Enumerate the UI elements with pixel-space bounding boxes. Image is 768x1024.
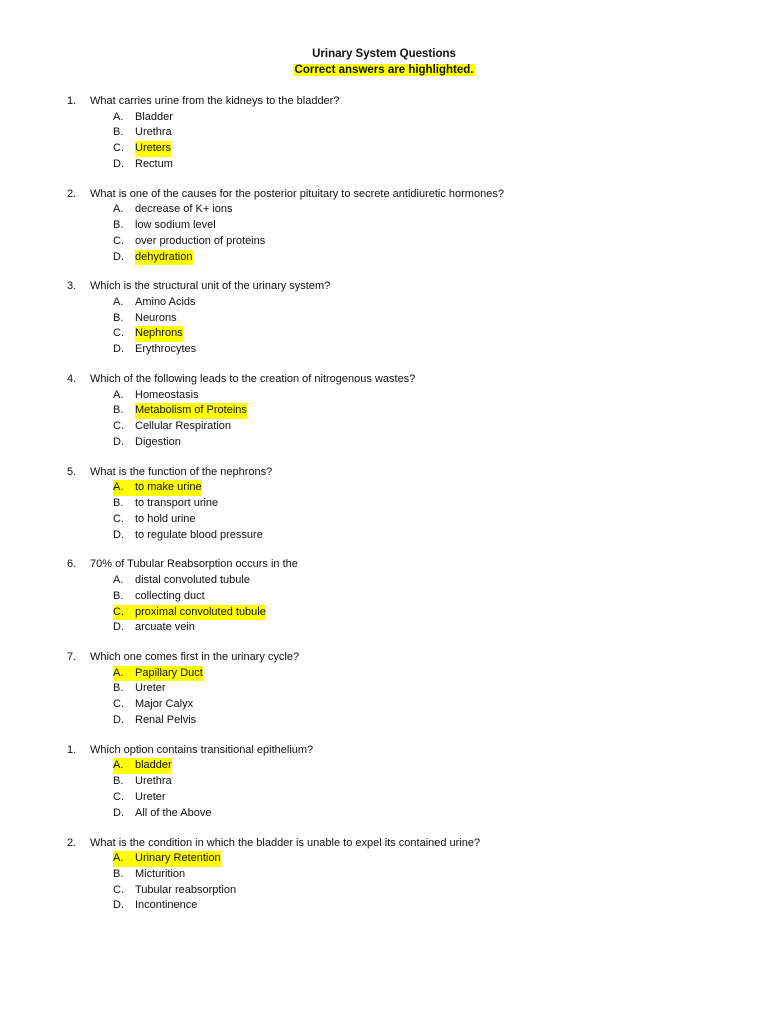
answer-option-content (113, 898, 197, 914)
question-line (0, 372, 768, 388)
answer-option-content (113, 110, 173, 126)
answer-option (0, 883, 768, 899)
answer-option-content (113, 620, 195, 636)
option-letter: C. (113, 512, 124, 525)
question-text: Which one comes first in the urinary cycle? (90, 651, 300, 664)
option-text: collecting duct (135, 589, 205, 602)
option-letter: B. (113, 867, 124, 880)
option-text: Erythrocytes (135, 343, 197, 356)
question-text: Which of the following leads to the creation of nitrogenous wastes? (90, 373, 416, 386)
question-block (0, 743, 768, 822)
option-letter: D. (113, 621, 124, 634)
option-letter: C. (113, 790, 124, 803)
answer-option-content (113, 125, 172, 141)
question-number: 1. (67, 743, 77, 756)
option-letter: D. (113, 714, 124, 727)
option-letter: A. (113, 110, 124, 123)
option-letter: C. (113, 883, 124, 896)
option-text: All of the Above (135, 806, 212, 819)
question-number: 2. (67, 187, 77, 200)
option-letter: A. (113, 388, 124, 401)
answer-option (0, 666, 768, 682)
question-list (0, 94, 768, 928)
answer-option (0, 898, 768, 914)
correct-answer-highlight (113, 605, 266, 621)
question-block (0, 650, 768, 729)
answer-option (0, 790, 768, 806)
answer-option-content (113, 697, 193, 713)
option-letter: D. (113, 157, 124, 170)
option-text: Metabolism of Proteins (135, 403, 247, 419)
answer-option-content (113, 218, 216, 234)
correct-answer-highlight (113, 141, 171, 157)
option-letter: A. (113, 573, 124, 586)
answer-option (0, 250, 768, 266)
option-text: over production of proteins (135, 234, 266, 247)
question-number: 2. (67, 836, 77, 849)
option-letter: A. (113, 203, 124, 216)
answer-option (0, 218, 768, 234)
option-letter: B. (113, 311, 124, 324)
question-text: What carries urine from the kidneys to the bladder? (90, 95, 340, 107)
question-line (0, 279, 768, 295)
option-letter: A. (113, 851, 135, 867)
answer-option-content (113, 867, 185, 883)
question-block (0, 465, 768, 544)
option-letter: C. (113, 698, 124, 711)
answer-option-content (113, 806, 211, 822)
answer-option-content (113, 157, 173, 173)
option-letter: B. (113, 589, 124, 602)
answer-option (0, 851, 768, 867)
option-text: Urinary Retention (135, 851, 221, 867)
option-letter: A. (113, 295, 124, 308)
question-line (0, 743, 768, 759)
answer-option (0, 512, 768, 528)
question-number: 6. (67, 558, 77, 571)
answer-option (0, 419, 768, 435)
option-letter: B. (113, 497, 124, 510)
option-letter: D. (113, 806, 124, 819)
option-text: Incontinence (135, 899, 198, 912)
option-letter: A. (113, 480, 135, 496)
answer-option-content (113, 342, 196, 358)
correct-answer-highlight (113, 666, 203, 682)
answer-option (0, 573, 768, 589)
option-letter: C. (113, 420, 124, 433)
answer-option (0, 326, 768, 342)
option-letter: D. (113, 435, 124, 448)
answer-option (0, 806, 768, 822)
option-text: dehydration (135, 250, 193, 266)
option-text: Amino Acids (135, 295, 196, 308)
option-text: Ureter (135, 790, 166, 803)
option-text: Nephrons (135, 326, 183, 342)
option-text: Urethra (135, 126, 172, 139)
option-letter: B. (113, 218, 124, 231)
option-letter: B. (113, 126, 124, 139)
question-number: 7. (67, 651, 77, 664)
answer-option (0, 110, 768, 126)
correct-answer-highlight (113, 851, 221, 867)
answer-option-content (113, 419, 231, 435)
answer-option-content (113, 528, 263, 544)
answer-option (0, 202, 768, 218)
answer-option-content (113, 311, 177, 327)
option-text: low sodium level (135, 218, 216, 231)
answer-option-content (113, 681, 166, 697)
correct-answer-highlight (113, 480, 202, 496)
option-text: Cellular Respiration (135, 420, 231, 433)
question-line (0, 557, 768, 573)
answer-option (0, 311, 768, 327)
question-text: What is the condition in which the bladder is unable to expel its contained urine? (90, 836, 481, 849)
option-text: proximal convoluted tubule (135, 605, 266, 621)
answer-option (0, 589, 768, 605)
question-block (0, 372, 768, 451)
option-letter: D. (113, 528, 124, 541)
option-letter: D. (113, 343, 124, 356)
answer-option (0, 342, 768, 358)
question-block (0, 94, 768, 173)
option-text: Micturition (135, 867, 186, 880)
correct-answer-highlight (113, 758, 172, 774)
answer-option (0, 435, 768, 451)
answer-option (0, 125, 768, 141)
option-text: arcuate vein (135, 621, 195, 634)
option-text: to make urine (135, 480, 202, 496)
answer-option-content (113, 202, 233, 218)
answer-option-content (113, 774, 172, 790)
answer-option (0, 774, 768, 790)
answer-option-content (113, 883, 236, 899)
question-line (0, 650, 768, 666)
option-letter: C. (113, 605, 135, 621)
answer-option (0, 480, 768, 496)
answer-option (0, 388, 768, 404)
answer-option-content (113, 234, 265, 250)
subtitle-highlight: Correct answers are highlighted. (294, 64, 474, 76)
answer-option (0, 681, 768, 697)
option-text: Bladder (135, 110, 173, 123)
option-text: Urethra (135, 775, 172, 788)
question-line (0, 465, 768, 481)
question-text: Which option contains transitional epithelium? (90, 743, 314, 756)
option-text: Renal Pelvis (135, 714, 197, 727)
option-text: Tubular reabsorption (135, 883, 237, 896)
option-letter: D. (113, 899, 124, 912)
question-number: 1. (67, 95, 77, 107)
answer-option (0, 157, 768, 173)
correct-answer-highlight (113, 250, 193, 266)
answer-option (0, 403, 768, 419)
question-line (0, 836, 768, 852)
answer-option (0, 496, 768, 512)
answer-option (0, 758, 768, 774)
document-title: Urinary System Questions (312, 48, 456, 60)
option-text: Rectum (135, 157, 173, 170)
question-block (0, 279, 768, 358)
question-block (0, 557, 768, 636)
option-text: distal convoluted tubule (135, 573, 250, 586)
document-subtitle (0, 62, 768, 78)
option-text: Digestion (135, 435, 181, 448)
answer-option (0, 697, 768, 713)
answer-option-content (113, 388, 199, 404)
answer-option-content (113, 295, 196, 311)
option-letter: B. (113, 404, 124, 417)
answer-option-content (113, 713, 196, 729)
question-text: Which is the structural unit of the urinary system? (90, 280, 331, 293)
question-number: 5. (67, 465, 77, 478)
answer-option-content (113, 512, 196, 528)
option-letter: A. (113, 758, 135, 774)
option-text: bladder (135, 758, 172, 774)
question-block (0, 187, 768, 266)
correct-answer-highlight (113, 403, 247, 419)
question-number: 3. (67, 280, 77, 293)
option-text: Neurons (135, 311, 177, 324)
option-letter: A. (113, 666, 135, 682)
option-letter: B. (113, 682, 124, 695)
question-line (0, 187, 768, 203)
option-letter: D. (113, 250, 124, 263)
option-letter: C. (113, 234, 124, 247)
option-text: Ureters (135, 141, 171, 157)
option-text: Ureter (135, 682, 166, 695)
answer-option (0, 528, 768, 544)
question-block (0, 836, 768, 915)
question-text: What is the function of the nephrons? (90, 465, 273, 478)
answer-option-content (113, 573, 250, 589)
option-text: decrease of K+ ions (135, 203, 233, 216)
answer-option (0, 620, 768, 636)
question-text: What is one of the causes for the posterior pituitary to secrete antidiuretic hormones? (90, 187, 504, 200)
option-text: Papillary Duct (135, 666, 203, 682)
answer-option-content (113, 496, 218, 512)
option-text: to regulate blood pressure (135, 528, 263, 541)
question-line (0, 94, 768, 110)
answer-option (0, 234, 768, 250)
answer-option (0, 713, 768, 729)
option-letter: C. (113, 327, 124, 340)
question-text: 70% of Tubular Reabsorption occurs in the (90, 558, 298, 571)
option-text: to hold urine (135, 512, 196, 525)
answer-option (0, 867, 768, 883)
answer-option-content (113, 790, 166, 806)
answer-option-content (113, 435, 181, 451)
question-number: 4. (67, 373, 77, 386)
option-text: to transport urine (135, 497, 219, 510)
option-text: Homeostasis (135, 388, 199, 401)
answer-option (0, 295, 768, 311)
answer-option (0, 605, 768, 621)
option-text: Major Calyx (135, 698, 194, 711)
option-letter: B. (113, 775, 124, 788)
answer-option-content (113, 589, 205, 605)
option-letter: C. (113, 142, 124, 155)
answer-option (0, 141, 768, 157)
correct-answer-highlight (113, 326, 183, 342)
document-header (0, 46, 768, 78)
